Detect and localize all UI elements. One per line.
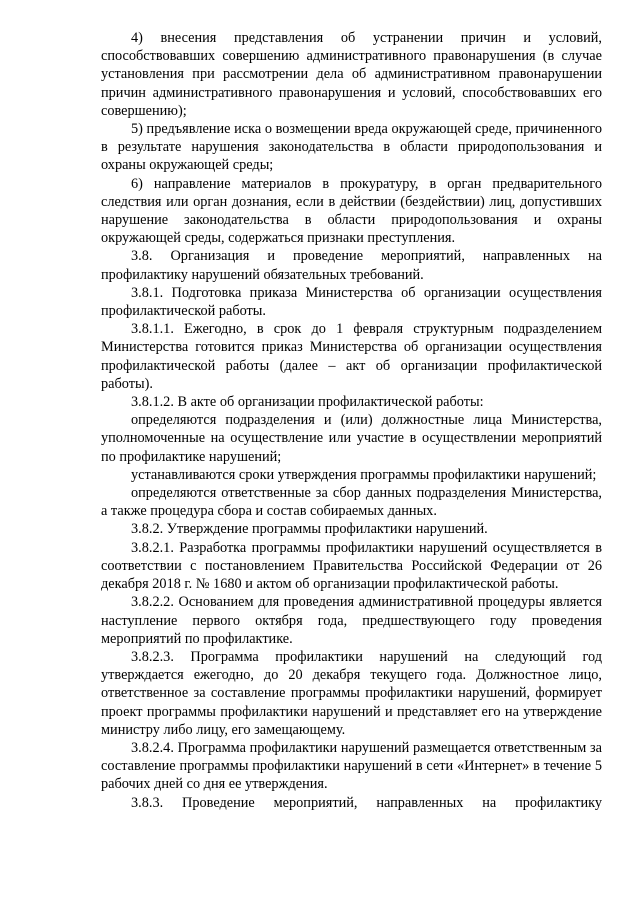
- paragraph-section-3-8: 3.8. Организация и проведение мероприятий, направленных на профилактику нарушений обязательных требований.: [101, 248, 602, 283]
- paragraph-item-6: 6) направление материалов в прокуратуру, в орган предварительного следствия или орган дознания, если в действии (бездействии) лиц, допустивших нарушение законодательства в области природопользования и охраны окружающей среды, содержаться признаки преступления.: [101, 175, 602, 247]
- paragraph-item-4: 4) внесения представления об устранении причин и условий, способствовавших совершению административного правонарушения (в случае установления при рассмотрении дела об административном правонарушении причин административного правонарушения и условий, способствовавших его совершению);: [101, 30, 602, 119]
- paragraph-section-3-8-1-2: 3.8.1.2. В акте об организации профилактической работы:: [131, 394, 484, 411]
- paragraph-section-3-8-2-1: 3.8.2.1. Разработка программы профилактики нарушений осуществляется в соответствии с постановлением Правительства Российской Федерации от 26 декабря 2018 г. № 1680 и актом об организации профилактической работы.: [101, 539, 602, 593]
- paragraph-section-3-8-2: 3.8.2. Утверждение программы профилактики нарушений.: [131, 521, 488, 538]
- paragraph-section-3-8-3: 3.8.3. Проведение мероприятий, направленных на профилактику: [131, 794, 602, 811]
- paragraph-item-5: 5) предъявление иска о возмещении вреда окружающей среде, причиненного в результате нарушения законодательства в области природопользования и охраны окружающей среды;: [101, 121, 602, 174]
- paragraph-section-3-8-2-4: 3.8.2.4. Программа профилактики нарушений размещается ответственным за составление программы профилактики нарушений в сети «Интернет» в течение 5 рабочих дней со дня ее утверждения.: [101, 739, 602, 793]
- paragraph-deadlines: устанавливаются сроки утверждения программы профилактики нарушений;: [131, 466, 597, 483]
- paragraph-defined-units: определяются подразделения и (или) должностные лица Министерства, уполномоченные на осуществление или участие в осуществлении мероприятий по профилактике нарушений;: [101, 412, 602, 465]
- paragraph-section-3-8-2-3: 3.8.2.3. Программа профилактики нарушений на следующий год утверждается ежегодно, до 20 декабря текущего года. Должностное лицо, ответственное за составление программы профилактики нарушений, формирует проект программы профилактики нарушений и представляет его на утверждение министру либо лицу, его замещающему.: [101, 648, 602, 738]
- paragraph-section-3-8-2-2: 3.8.2.2. Основанием для проведения административной процедуры является наступление первого октября года, предшествующего году проведения мероприятий по профилактике.: [101, 594, 602, 647]
- paragraph-responsible: определяются ответственные за сбор данных подразделения Министерства, а также процедура сбора и состав собираемых данных.: [101, 485, 602, 520]
- paragraph-section-3-8-1: 3.8.1. Подготовка приказа Министерства об организации осуществления профилактической работы.: [101, 284, 602, 320]
- paragraph-section-3-8-1-1: 3.8.1.1. Ежегодно, в срок до 1 февраля структурным подразделением Министерства готовится приказ Министерства об организации осуществления профилактической работы (далее – акт об организации профилактической работы).: [101, 321, 602, 392]
